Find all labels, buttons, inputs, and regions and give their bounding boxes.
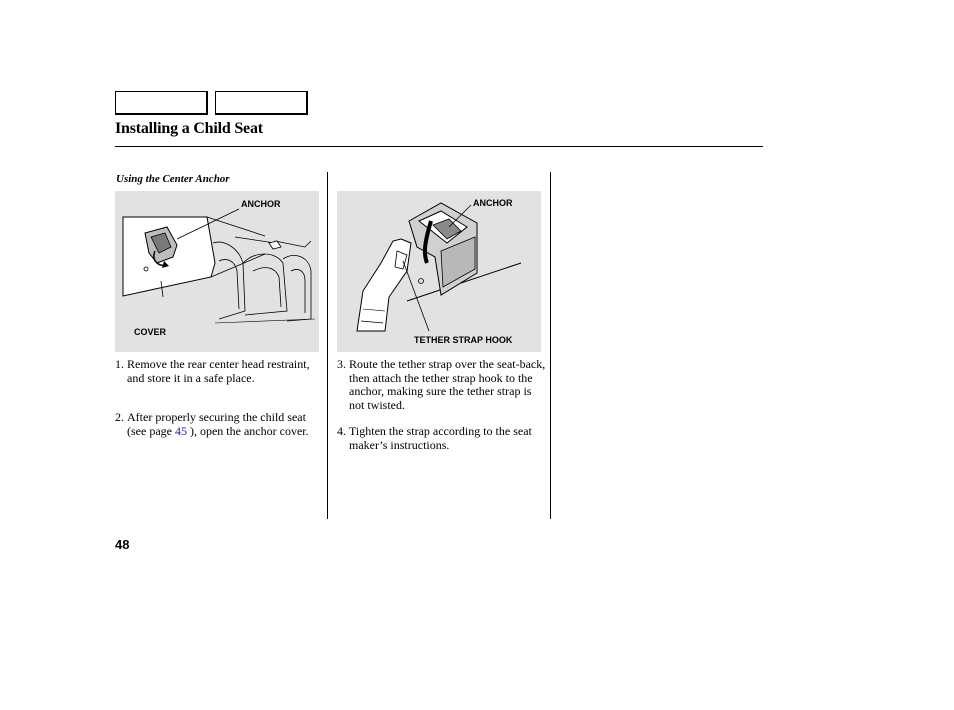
step-text-after-link: ), open the anchor cover. (186, 423, 309, 438)
instruction-step-2 (115, 411, 315, 438)
page-number: 48 (115, 537, 130, 552)
instruction-step-4 (337, 425, 547, 452)
page-45-link[interactable]: 45 (174, 423, 187, 438)
step-number: 2. (115, 410, 124, 424)
step-number: 4. (337, 424, 346, 438)
column-divider-2 (550, 172, 551, 519)
step-text: Tighten the strap according to the seat maker’s instructions. (349, 424, 532, 452)
anchor-callout: ANCHOR (473, 198, 513, 208)
step-number: 1. (115, 357, 124, 371)
nav-tab-box-1[interactable] (115, 91, 208, 115)
page-title: Installing a Child Seat (115, 120, 263, 137)
center-anchor-cover-illustration (115, 191, 319, 352)
instruction-step-3 (337, 358, 547, 412)
step-text: Remove the rear center head restraint, and store it in a safe place. (127, 357, 310, 385)
step-text (115, 411, 315, 438)
nav-tab-box-2[interactable] (215, 91, 308, 115)
tether-strap-hook-illustration (337, 191, 541, 352)
section-subtitle: Using the Center Anchor (116, 173, 230, 185)
title-rule (115, 146, 763, 147)
instruction-step-1 (115, 358, 315, 385)
column-divider-1 (327, 172, 328, 519)
step-number: 3. (337, 357, 346, 371)
tether-strap-hook-callout: TETHER STRAP HOOK (414, 335, 513, 345)
step-text-before-link: After properly securing the child seat (see page (127, 410, 306, 438)
anchor-callout: ANCHOR (241, 199, 281, 209)
tether-hook-drawing (337, 191, 541, 352)
step-text: Route the tether strap over the seat-back, then attach the tether strap hook to the anchor, making sure the tether strap is not twisted. (349, 357, 546, 412)
cover-callout: COVER (134, 327, 167, 337)
